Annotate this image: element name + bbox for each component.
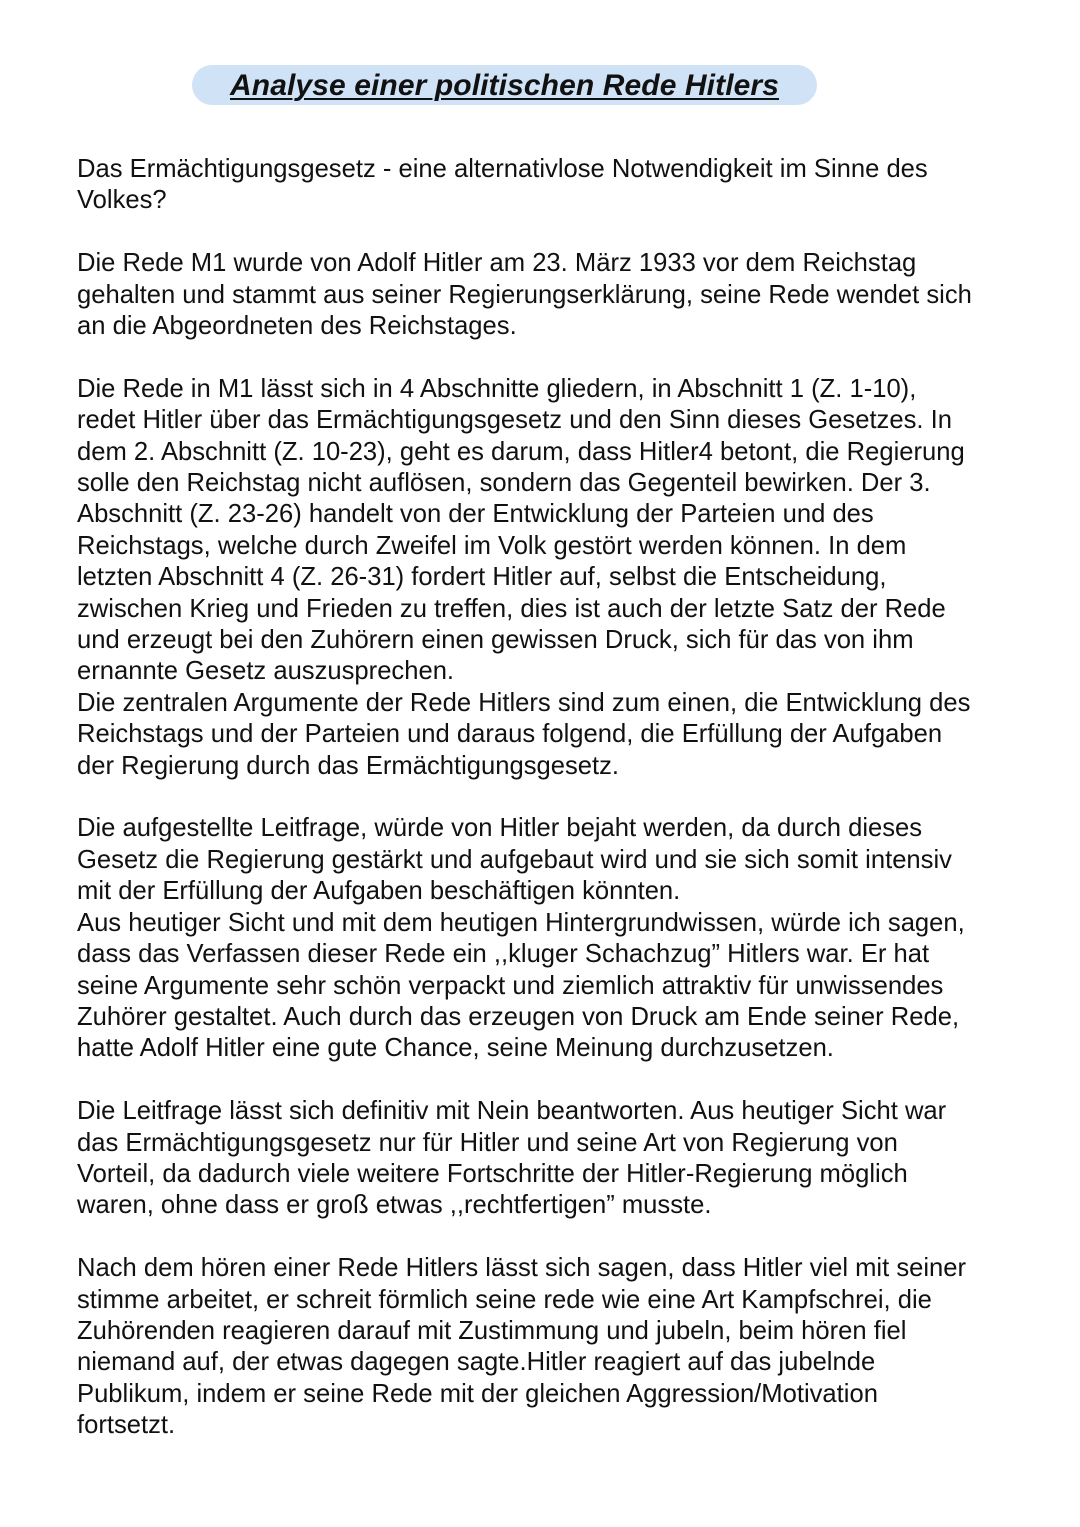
text-line: Die aufgestellte Leitfrage, würde von Hitler bejaht werden, da durch dieses (77, 814, 923, 843)
text-line: Aus heutiger Sicht und mit dem heutigen Hintergrundwissen, würde ich sagen, (77, 908, 965, 937)
text-line: Zuhörer gestaltet. Auch durch das erzeugen von Druck am Ende seiner Rede, (77, 1002, 960, 1031)
paragraph-intro (77, 248, 1022, 342)
document-body (77, 154, 1022, 1473)
text-line: Abschnitt (Z. 23-26) handelt von der Entwicklung der Parteien und des (77, 500, 874, 529)
text-line: niemand auf, der etwas dagegen sagte.Hitler reagiert auf das jubelnde (77, 1348, 876, 1377)
text-line: dass das Verfassen dieser Rede ein ,,kluger Schachzug” Hitlers war. Er hat (77, 940, 930, 969)
text-line: Nach dem hören einer Rede Hitlers lässt sich sagen, dass Hitler viel mit seiner (77, 1254, 967, 1283)
text-line: fortsetzt. (77, 1411, 176, 1440)
text-line: hatte Adolf Hitler eine gute Chance, seine Meinung durchzusetzen. (77, 1034, 834, 1063)
text-line: gehalten und stammt aus seiner Regierungserklärung, seine Rede wendet sich (77, 280, 972, 309)
text-line: seine Argumente sehr schön verpackt und ziemlich attraktiv für unwissendes (77, 971, 944, 1000)
text-line: dem 2. Abschnitt (Z. 10-23), geht es darum, dass Hitler4 betont, die Regierung (77, 437, 965, 466)
page-title: Analyse einer politischen Rede Hitlers (230, 69, 779, 102)
text-line: Volkes? (77, 186, 167, 215)
text-line: Gesetz die Regierung gestärkt und aufgebaut wird und sie sich somit intensiv (77, 845, 952, 874)
text-line: letzten Abschnitt 4 (Z. 26-31) fordert Hitler auf, selbst die Entscheidung, (77, 563, 887, 592)
text-line: Die zentralen Argumente der Rede Hitlers sind zum einen, die Entwicklung des (77, 688, 971, 717)
text-line: solle den Reichstag nicht auflösen, sondern das Gegenteil bewirken. Der 3. (77, 469, 931, 498)
text-line: Publikum, indem er seine Rede mit der gleichen Aggression/Motivation (77, 1379, 878, 1408)
paragraph-arguments (77, 688, 1022, 782)
text-line: Die Leitfrage lässt sich definitiv mit Nein beantworten. Aus heutiger Sicht war (77, 1097, 947, 1126)
text-line: Die Rede in M1 lässt sich in 4 Abschnitte gliedern, in Abschnitt 1 (Z. 1-10), (77, 374, 917, 403)
text-line: waren, ohne dass er groß etwas ,,rechtfertigen” musste. (77, 1191, 712, 1220)
paragraph-speech-impression (77, 1253, 1022, 1441)
text-line: mit der Erfüllung der Aufgaben beschäftigen könnten. (77, 877, 681, 906)
guiding-question (77, 154, 1022, 217)
text-line: Reichstags und der Parteien und daraus folgend, die Erfüllung der Aufgaben (77, 720, 943, 749)
text-line: Vorteil, da dadurch viele weitere Fortschritte der Hitler-Regierung möglich (77, 1159, 908, 1188)
text-line: Die Rede M1 wurde von Adolf Hitler am 23. März 1933 vor dem Reichstag (77, 249, 917, 278)
paragraph-todays-view (77, 908, 1022, 1065)
title-highlight (192, 65, 817, 105)
text-line: ernannte Gesetz auszusprechen. (77, 657, 455, 686)
text-line: Reichstags, welche durch Zweifel im Volk gestört werden können. In dem (77, 531, 907, 560)
text-line: Zuhörenden reagieren darauf mit Zustimmung und jubeln, beim hören fiel (77, 1316, 907, 1345)
text-line: zwischen Krieg und Frieden zu treffen, dies ist auch der letzte Satz der Rede (77, 594, 946, 623)
paragraph-hitler-view (77, 813, 1022, 907)
text-line: das Ermächtigungsgesetz nur für Hitler und seine Art von Regierung von (77, 1128, 898, 1157)
paragraph-answer (77, 1096, 1022, 1222)
text-line: Das Ermächtigungsgesetz - eine alternativlose Notwendigkeit im Sinne des (77, 155, 928, 183)
paragraph-structure (77, 374, 1022, 688)
text-line: redet Hitler über das Ermächtigungsgesetz und den Sinn dieses Gesetzes. In (77, 406, 952, 435)
text-line: der Regierung durch das Ermächtigungsgesetz. (77, 751, 620, 780)
text-line: stimme arbeitet, er schreit förmlich seine rede wie eine Art Kampfschrei, die (77, 1285, 932, 1314)
text-line: und erzeugt bei den Zuhörern einen gewissen Druck, sich für das von ihm (77, 626, 914, 655)
text-line: an die Abgeordneten des Reichstages. (77, 312, 517, 341)
